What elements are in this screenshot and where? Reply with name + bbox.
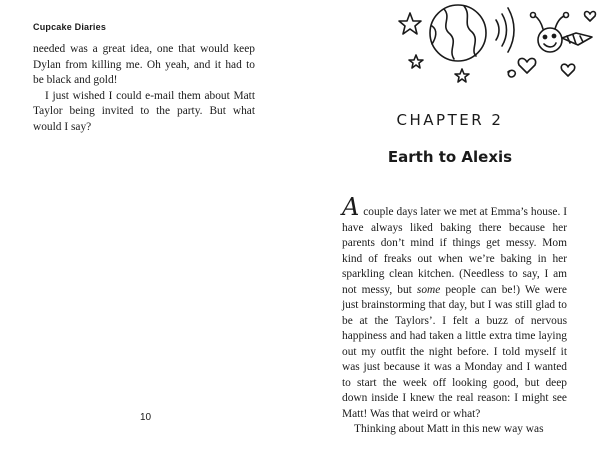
chapter-title: Earth to Alexis: [387, 148, 513, 166]
paragraph: Thinking about Matt in this new way was: [354, 423, 544, 435]
chapter-label: CHAPTER 2: [396, 111, 504, 129]
page-number: 10: [140, 412, 152, 423]
right-page-text: [300, 0, 600, 450]
paragraph-text: couple days later we met at Emma’s house. I have always liked baking there because her parents don’t mind if things get messy. Mom kind of freaks out when we’re baking in her sparkling clean kitchen. (Needless to say, I am not messy, but: [342, 206, 567, 296]
running-head: Cupcake Diaries: [33, 22, 107, 32]
right-body-text: [342, 193, 567, 438]
paragraph-text: people can be!) We were just brainstorming that day, but I was still glad to be at the Taylors’. I felt a buzz of nervous happiness and had taken a little extra time laying out my outfit the night before. I told myself it was just because it was a Monday and I wanted to start the week off looking good, but deep down inside I knew the real reason: I might see Matt! Was that weird or what?: [342, 283, 567, 420]
drop-cap: A: [342, 193, 360, 221]
paragraph: [342, 193, 567, 422]
left-body-text: [33, 42, 255, 135]
emphasis-text: some: [416, 283, 441, 296]
paragraph: needed was a great idea, one that would keep Dylan from killing me. Oh yeah, and it had to be black and gold!: [33, 43, 255, 86]
paragraph: I just wished I could e-mail them about Matt Taylor being invited to the party. But what would I say?: [33, 89, 255, 133]
